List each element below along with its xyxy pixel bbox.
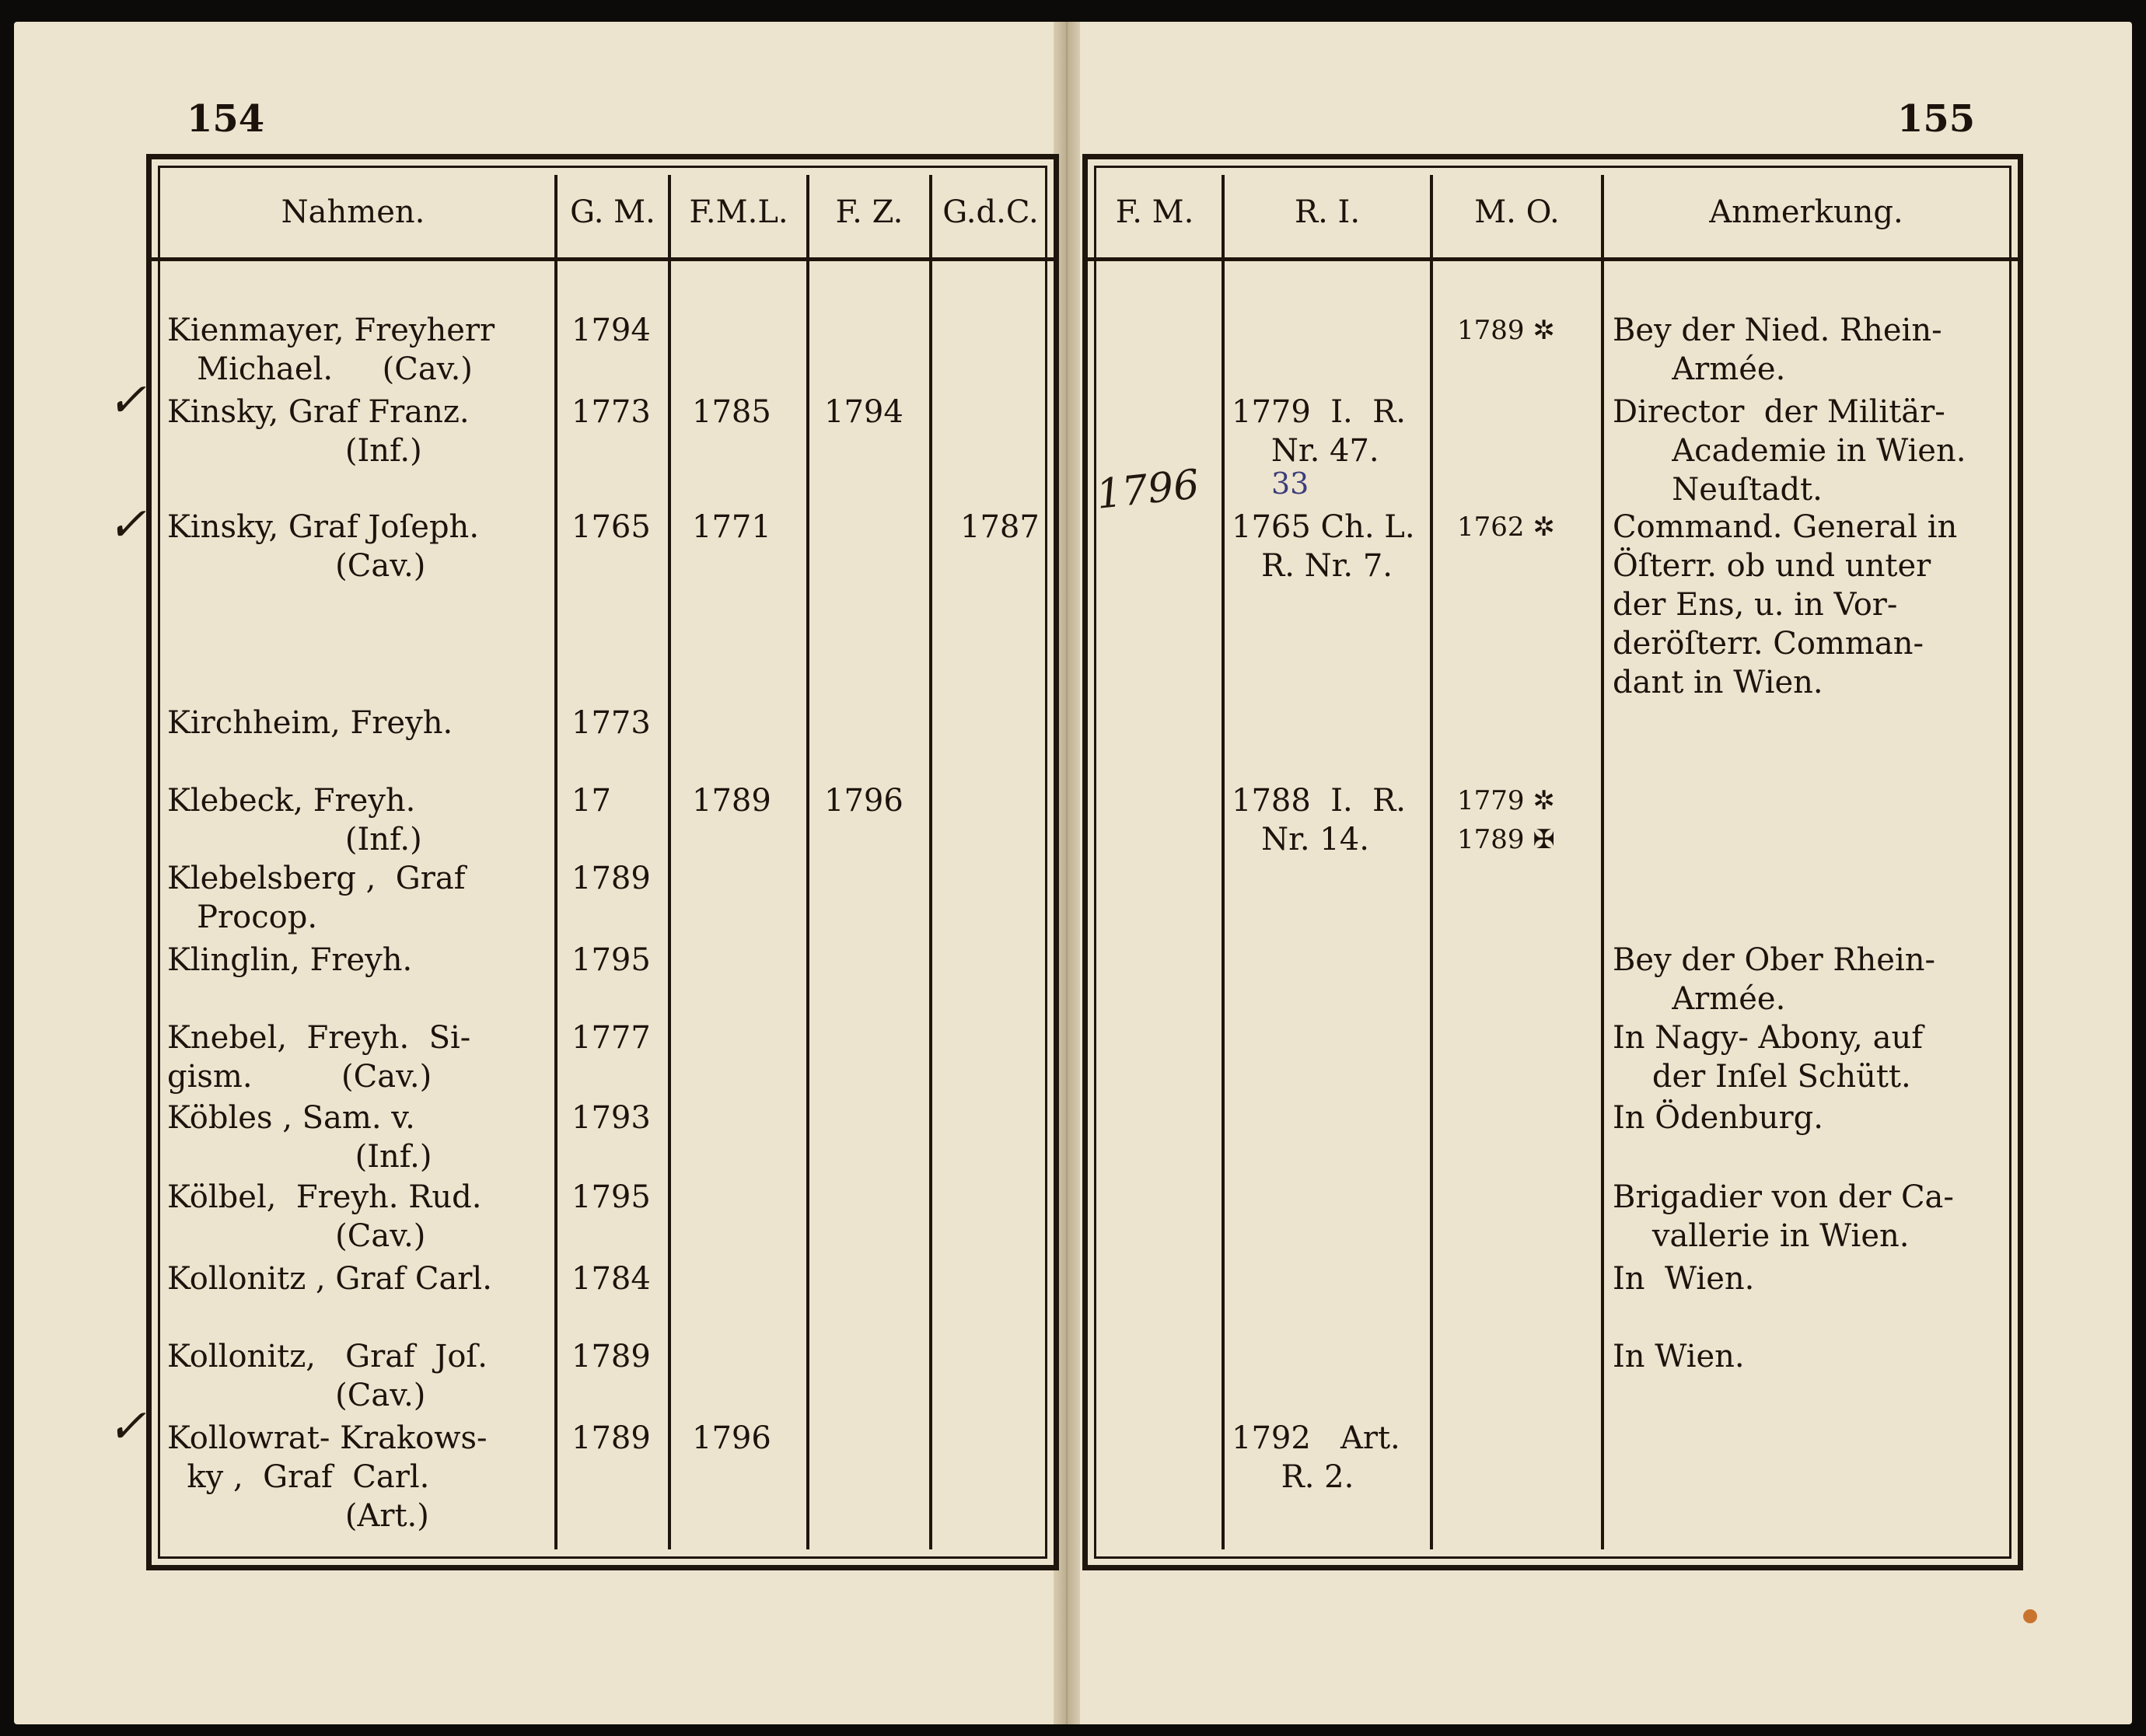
header-rule bbox=[1088, 257, 2018, 261]
page-number-right: 155 bbox=[1897, 97, 1976, 141]
gm-cell: 1795 bbox=[571, 942, 651, 978]
gm-cell: 1789 bbox=[571, 861, 651, 896]
name-cell: Klebeck, Freyh. (Inf.) bbox=[167, 783, 422, 858]
ri-cell: 1765 Ch. L. R. Nr. 7. bbox=[1232, 509, 1415, 584]
column-divider bbox=[1430, 175, 1433, 1549]
header-anmerkung: Anmerkung. bbox=[1709, 194, 1903, 230]
column-divider bbox=[929, 175, 932, 1549]
name-cell: Kienmayer, Freyherr Michael. (Cav.) bbox=[167, 313, 495, 387]
anmerkung-cell: In Wien. bbox=[1613, 1261, 1755, 1297]
name-cell: Kinsky, Graf Franz. (Inf.) bbox=[167, 394, 470, 469]
fz-cell: 1794 bbox=[824, 394, 903, 430]
name-cell: Kollowrat- Krakows- ky , Graf Carl. (Art.) bbox=[167, 1420, 488, 1534]
ri-cell: 1788 I. R. Nr. 14. bbox=[1232, 783, 1407, 858]
header-gm: G. M. bbox=[570, 194, 655, 230]
name-cell: Kollonitz, Graf Joſ. (Cav.) bbox=[167, 1339, 488, 1413]
name-cell: Klebelsberg , Graf Procop. bbox=[167, 861, 466, 935]
anmerkung-cell: Bey der Ober Rhein- Armée. bbox=[1613, 942, 1936, 1017]
fml-cell: 1789 bbox=[692, 783, 771, 819]
anmerkung-cell: In Nagy- Abony, auf der Inſel Schütt. bbox=[1613, 1020, 1924, 1095]
column-divider bbox=[1601, 175, 1604, 1549]
check-mark-icon: ✓ bbox=[107, 1399, 147, 1454]
anmerkung-cell: In Ödenburg. bbox=[1613, 1100, 1823, 1136]
anmerkung-cell: In Wien. bbox=[1613, 1339, 1745, 1374]
gm-cell: 1789 bbox=[571, 1339, 651, 1374]
column-divider bbox=[1222, 175, 1225, 1549]
table-left bbox=[146, 154, 1059, 1570]
mo-cell: 1762 ✲ bbox=[1457, 512, 1555, 543]
check-mark-icon: ✓ bbox=[107, 373, 147, 428]
name-cell: Knebel, Freyh. Si- gism. (Cav.) bbox=[167, 1020, 471, 1095]
handwritten-fm-note: 1796 bbox=[1094, 461, 1202, 519]
check-mark-icon: ✓ bbox=[107, 498, 147, 552]
gm-cell: 1784 bbox=[571, 1261, 651, 1297]
header-ri: R. I. bbox=[1294, 194, 1361, 230]
name-cell: Kollonitz , Graf Carl. bbox=[167, 1261, 492, 1297]
fml-cell: 1796 bbox=[692, 1420, 771, 1456]
paper-spot bbox=[2023, 1609, 2037, 1623]
ri-cell: 1792 Art. R. 2. bbox=[1232, 1420, 1400, 1495]
header-rule bbox=[152, 257, 1054, 261]
header-fm: F. M. bbox=[1115, 194, 1194, 230]
gm-cell: 17 bbox=[571, 783, 611, 819]
gdc-cell: 1787 bbox=[960, 509, 1040, 545]
column-divider bbox=[668, 175, 671, 1549]
page-number-left: 154 bbox=[187, 97, 265, 141]
header-gdc: G.d.C. bbox=[942, 194, 1039, 230]
mo-cell: 1779 ✲ 1789 ✠ bbox=[1457, 785, 1555, 855]
column-divider bbox=[806, 175, 809, 1549]
name-cell: Klinglin, Freyh. bbox=[167, 942, 413, 978]
name-cell: Kinsky, Graf Joſeph. (Cav.) bbox=[167, 509, 480, 584]
anmerkung-cell: Director der Militär- Academie in Wien. Neuſtadt. bbox=[1613, 394, 1966, 508]
name-cell: Kirchheim, Freyh. bbox=[167, 705, 453, 741]
gm-cell: 1765 bbox=[571, 509, 651, 545]
mo-cell: 1789 ✲ bbox=[1457, 315, 1555, 346]
handwritten-stamp: 33 bbox=[1271, 466, 1309, 501]
header-fz: F. Z. bbox=[835, 194, 903, 230]
gm-cell: 1794 bbox=[571, 313, 651, 348]
fml-cell: 1771 bbox=[692, 509, 771, 545]
ri-cell: 1779 I. R. Nr. 47. bbox=[1232, 394, 1407, 469]
header-fml: F.M.L. bbox=[689, 194, 788, 230]
gm-cell: 1773 bbox=[571, 394, 651, 430]
header-nahmen: Nahmen. bbox=[281, 194, 425, 230]
gm-cell: 1793 bbox=[571, 1100, 651, 1136]
gm-cell: 1789 bbox=[571, 1420, 651, 1456]
name-cell: Köbles , Sam. v. (Inf.) bbox=[167, 1100, 432, 1175]
column-divider bbox=[554, 175, 557, 1549]
gm-cell: 1795 bbox=[571, 1179, 651, 1215]
header-mo: M. O. bbox=[1474, 194, 1560, 230]
gm-cell: 1773 bbox=[571, 705, 651, 741]
fml-cell: 1785 bbox=[692, 394, 771, 430]
anmerkung-cell: Brigadier von der Ca- vallerie in Wien. bbox=[1613, 1179, 1954, 1254]
gm-cell: 1777 bbox=[571, 1020, 651, 1056]
table-right bbox=[1082, 154, 2023, 1570]
anmerkung-cell: Command. General in Öſterr. ob und unter der Ens, u. in Vor- deröſterr. Comman- dant in Wien. bbox=[1613, 509, 1958, 700]
anmerkung-cell: Bey der Nied. Rhein- Armée. bbox=[1613, 313, 1942, 387]
name-cell: Kölbel, Freyh. Rud. (Cav.) bbox=[167, 1179, 482, 1254]
fz-cell: 1796 bbox=[824, 783, 903, 819]
